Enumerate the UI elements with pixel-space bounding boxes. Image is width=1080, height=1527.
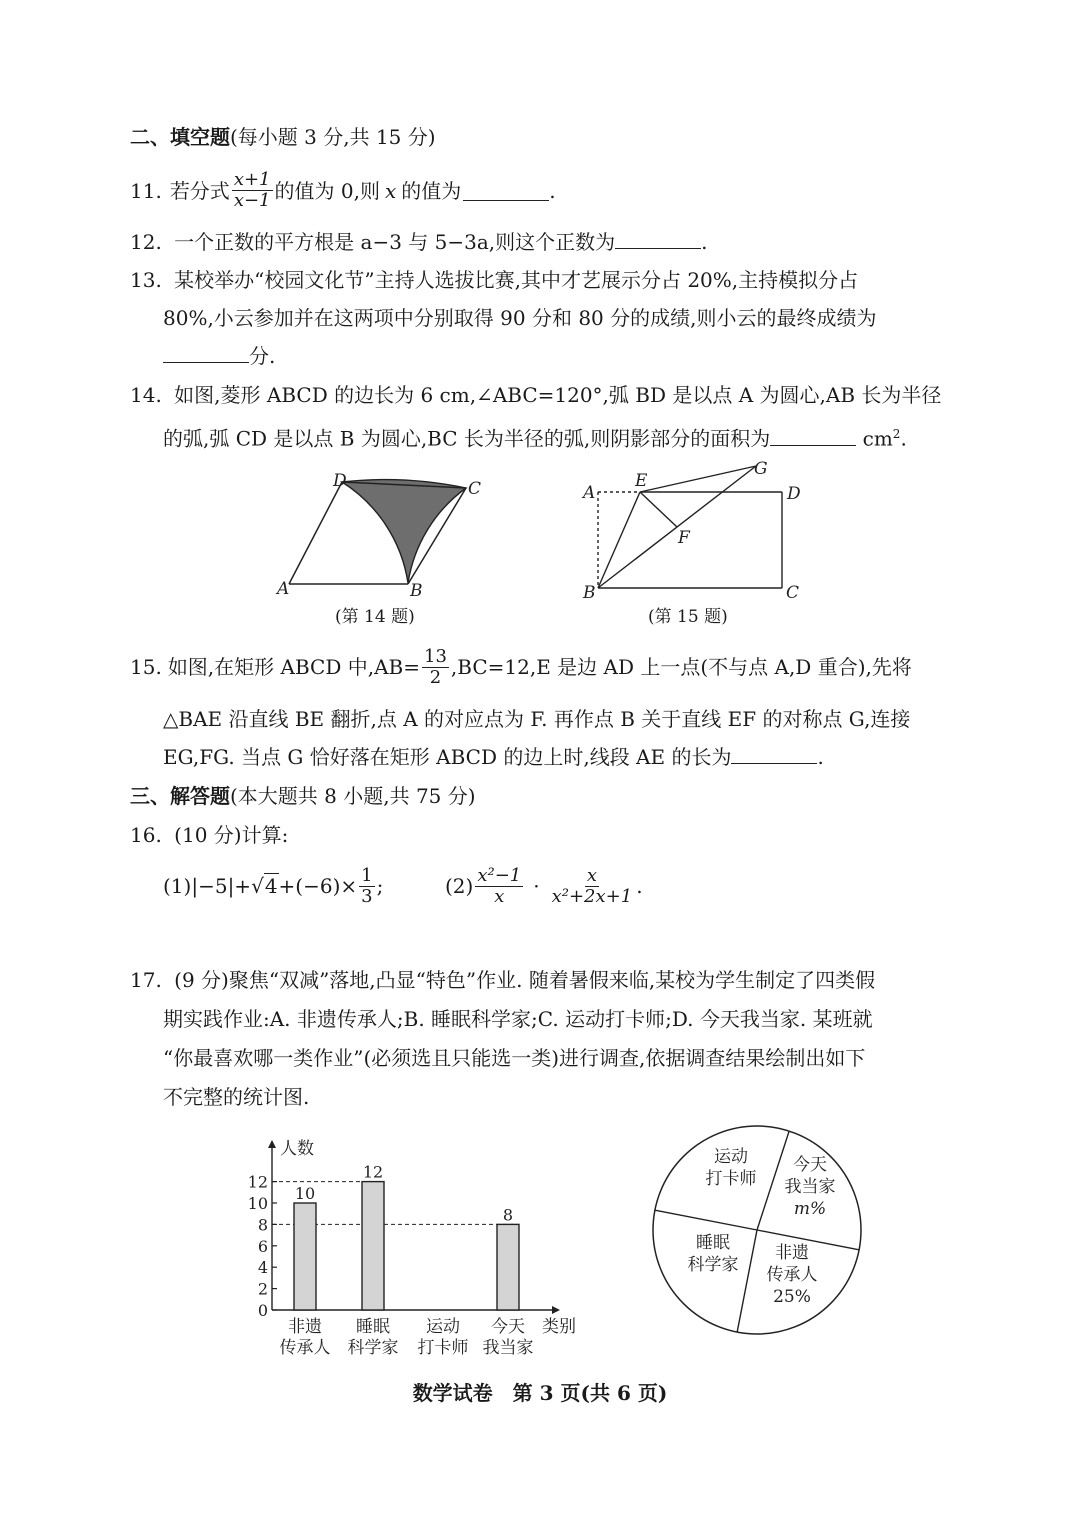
y-tick-label: 6 xyxy=(257,1236,268,1256)
q12-end: . xyxy=(701,230,708,254)
page-footer: 数学试卷 第 3 页(共 6 页) xyxy=(412,1381,668,1405)
y-tick-label: 2 xyxy=(257,1279,268,1299)
q14-number: 14. xyxy=(130,383,162,407)
bar-value-label: 12 xyxy=(362,1162,384,1182)
section-2-header xyxy=(130,123,436,151)
q14-line-1: 如图,菱形 ABCD 的边长为 6 cm,∠ABC=120°,弧 BD 是以点 A 为圆心,AB 长为半径 xyxy=(174,383,942,407)
pie-slice-value: m% xyxy=(793,1199,827,1219)
q16-p1-end: ; xyxy=(376,874,384,898)
q15-end: . xyxy=(817,745,824,769)
fig15-label-f: F xyxy=(678,528,690,548)
q11-post: 的值为 xyxy=(401,178,462,203)
q15-fraction xyxy=(422,647,449,688)
q13-line-3-end: 分. xyxy=(249,344,276,368)
q12-answer-blank[interactable] xyxy=(615,228,701,249)
q13-line-1: 某校举办“校园文化节”主持人选拔比赛,其中才艺展示分占 20%,主持模拟分占 xyxy=(174,268,859,292)
q11-mid: 的值为 0,则 xyxy=(274,178,380,203)
q14-answer-blank[interactable] xyxy=(770,425,856,446)
category-label: 打卡师 xyxy=(417,1338,469,1358)
question-17 xyxy=(130,966,875,994)
q11-frac-den: x−1 xyxy=(233,190,271,211)
q16-part-2 xyxy=(445,860,643,912)
q15-number: 15. xyxy=(130,655,162,679)
q15-frac-den: 2 xyxy=(429,666,442,688)
q13-line-2: 80%,小云参加并在这两项中分别取得 90 分和 80 分的成绩,则小云的最终成绩为 xyxy=(163,306,877,330)
q14-line-2-text: 的弧,弧 CD 是以点 B 为圆心,BC 长为半径的弧,则阴影部分的面积为 xyxy=(163,426,771,451)
q16-text: (10 分)计算: xyxy=(174,823,289,847)
q13-line-3 xyxy=(163,342,275,370)
q16-p2-end: . xyxy=(636,874,643,898)
y-tick-label: 8 xyxy=(257,1215,268,1235)
y-tick-label: 4 xyxy=(257,1258,268,1278)
q16-p1-frac-den: 3 xyxy=(361,885,373,907)
q17-number: 17. xyxy=(130,968,162,992)
x-axis-label: 类别 xyxy=(542,1317,576,1337)
fig15-label-g: G xyxy=(754,459,768,479)
q16-part-1 xyxy=(163,860,383,912)
pie-slice-label: 运动 xyxy=(714,1147,748,1167)
q16-p2-label: (2) xyxy=(445,874,474,898)
section-2-title: 二、填空题 xyxy=(130,125,230,149)
pie-slice-label: 今天 xyxy=(793,1155,827,1175)
fig15-label-e: E xyxy=(635,471,648,491)
q16-p1-expr-b: +(−6)× xyxy=(278,874,358,898)
fig15-label-b: B xyxy=(583,583,596,603)
q11-number: 11. xyxy=(130,178,162,203)
question-16 xyxy=(130,821,288,849)
fig14-shaded-region xyxy=(342,480,466,583)
y-tick-label: 0 xyxy=(257,1301,268,1320)
pie-slice-label: 科学家 xyxy=(687,1255,739,1275)
section-2-note: (每小题 3 分,共 15 分) xyxy=(230,125,436,149)
q16-p1-sqrt: √4 xyxy=(251,874,278,898)
q16-p1-sqrt-arg: 4 xyxy=(264,874,278,898)
q16-p2-fraction-2 xyxy=(550,866,635,907)
pie-slice-label: 非遗 xyxy=(775,1243,809,1263)
q15-line-3-text: EG,FG. 当点 G 恰好落在矩形 ABCD 的边上时,线段 AE 的长为 xyxy=(163,745,732,769)
fig14-caption: (第 14 题) xyxy=(335,607,415,627)
question-13 xyxy=(130,266,858,294)
q16-number: 16. xyxy=(130,823,162,847)
fig14-label-b: B xyxy=(410,581,423,601)
fig15-label-a: A xyxy=(583,483,596,503)
category-label: 科学家 xyxy=(347,1338,399,1358)
q14-line-2 xyxy=(163,420,907,453)
bar xyxy=(294,1203,316,1310)
fig15-segment-be xyxy=(598,492,640,588)
category-label: 今天 xyxy=(491,1317,525,1337)
figure-14 xyxy=(270,462,500,602)
question-11 xyxy=(130,170,556,211)
q16-p1-label: (1) xyxy=(163,874,192,898)
pie-slice-label: 传承人 xyxy=(766,1265,818,1285)
question-12 xyxy=(130,228,708,256)
y-tick-label: 12 xyxy=(247,1172,268,1192)
q15-post: ,BC=12,E 是边 AD 上一点(不与点 A,D 重合),先将 xyxy=(450,655,912,679)
category-label: 睡眠 xyxy=(356,1317,390,1337)
fig14-label-c: C xyxy=(468,479,482,499)
q14-unit: cm xyxy=(862,426,893,451)
q16-p1-frac-num: 1 xyxy=(361,864,373,886)
fig15-caption: (第 15 题) xyxy=(648,607,728,627)
bar-value-label: 10 xyxy=(294,1184,316,1203)
q13-number: 13. xyxy=(130,268,162,292)
category-label: 运动 xyxy=(426,1317,460,1337)
q16-p2-f1-num: x²−1 xyxy=(477,864,522,886)
y-axis-label: 人数 xyxy=(280,1139,314,1159)
q16-p2-dot: · xyxy=(533,874,540,898)
q11-pre: 若分式 xyxy=(169,178,230,203)
section-3-header xyxy=(130,782,476,810)
fig15-segment-ef xyxy=(640,492,677,527)
section-3-title: 三、解答题 xyxy=(130,784,230,808)
question-14 xyxy=(130,381,941,409)
q11-answer-blank[interactable] xyxy=(463,180,549,201)
fig14-side-ad xyxy=(289,482,342,584)
q16-p2-f1-den: x xyxy=(494,885,505,907)
bar-chart xyxy=(240,1130,590,1365)
fig14-label-a: A xyxy=(277,579,290,599)
q16-p2-f2-den: x²+2x+1 xyxy=(551,885,633,907)
pie-slice-label: 打卡师 xyxy=(705,1169,757,1189)
q16-p2-f2-num: x xyxy=(586,864,597,886)
bar xyxy=(497,1224,519,1310)
q17-line-3: “你最喜欢哪一类作业”(必须选且只能选一类)进行调查,依据调查结果绘制出如下 xyxy=(163,1046,866,1070)
fig15-label-c: C xyxy=(786,583,800,603)
pie-slice-value: 25% xyxy=(773,1287,811,1307)
fig14-label-d: D xyxy=(333,471,347,491)
q11-fraction xyxy=(232,170,273,211)
q16-p2-fraction-1 xyxy=(475,866,523,907)
figure-15 xyxy=(575,455,810,605)
category-label: 传承人 xyxy=(279,1338,331,1358)
q12-number: 12. xyxy=(130,230,162,254)
question-15 xyxy=(130,642,912,692)
category-label: 我当家 xyxy=(482,1338,534,1358)
pie-chart xyxy=(645,1118,870,1343)
x-axis-arrow xyxy=(552,1306,560,1314)
q13-answer-blank[interactable] xyxy=(163,342,249,363)
q12-text: 一个正数的平方根是 a−3 与 5−3a,则这个正数为 xyxy=(174,230,616,254)
q16-p1-fraction xyxy=(359,866,374,907)
q15-pre: 如图,在矩形 ABCD 中,AB= xyxy=(167,655,420,679)
q17-line-4: 不完整的统计图. xyxy=(163,1085,310,1109)
category-label: 非遗 xyxy=(288,1317,322,1337)
y-tick-label: 10 xyxy=(247,1194,268,1213)
fig15-label-d: D xyxy=(787,484,801,504)
q17-line-1: (9 分)聚焦“双减”落地,凸显“特色”作业. 随着暑假来临,某校为学生制定了四类假 xyxy=(174,968,876,992)
bar-value-label: 8 xyxy=(502,1205,514,1225)
bar xyxy=(362,1182,384,1310)
q16-p1-expr-a: |−5|+ xyxy=(191,874,252,898)
q14-unit-sup: 2 xyxy=(892,427,901,441)
section-3-note: (本大题共 8 小题,共 75 分) xyxy=(230,784,476,808)
pie-slice-label: 我当家 xyxy=(784,1177,836,1197)
q15-line-2: △BAE 沿直线 BE 翻折,点 A 的对应点为 F. 再作点 B 关于直线 EF 的对称点 G,连接 xyxy=(163,707,911,731)
q11-frac-num: x+1 xyxy=(233,169,271,190)
q15-frac-num: 13 xyxy=(424,645,447,667)
q15-line-3 xyxy=(163,743,824,771)
q17-line-2: 期实践作业:A. 非遗传承人;B. 睡眠科学家;C. 运动打卡师;D. 今天我当家. 某班就 xyxy=(163,1007,873,1031)
q11-var: x xyxy=(384,178,397,203)
q14-end: . xyxy=(900,426,907,451)
pie-slice-label: 睡眠 xyxy=(696,1233,730,1253)
q11-end: . xyxy=(549,178,556,203)
y-axis-arrow xyxy=(268,1140,276,1148)
q15-answer-blank[interactable] xyxy=(731,743,817,764)
